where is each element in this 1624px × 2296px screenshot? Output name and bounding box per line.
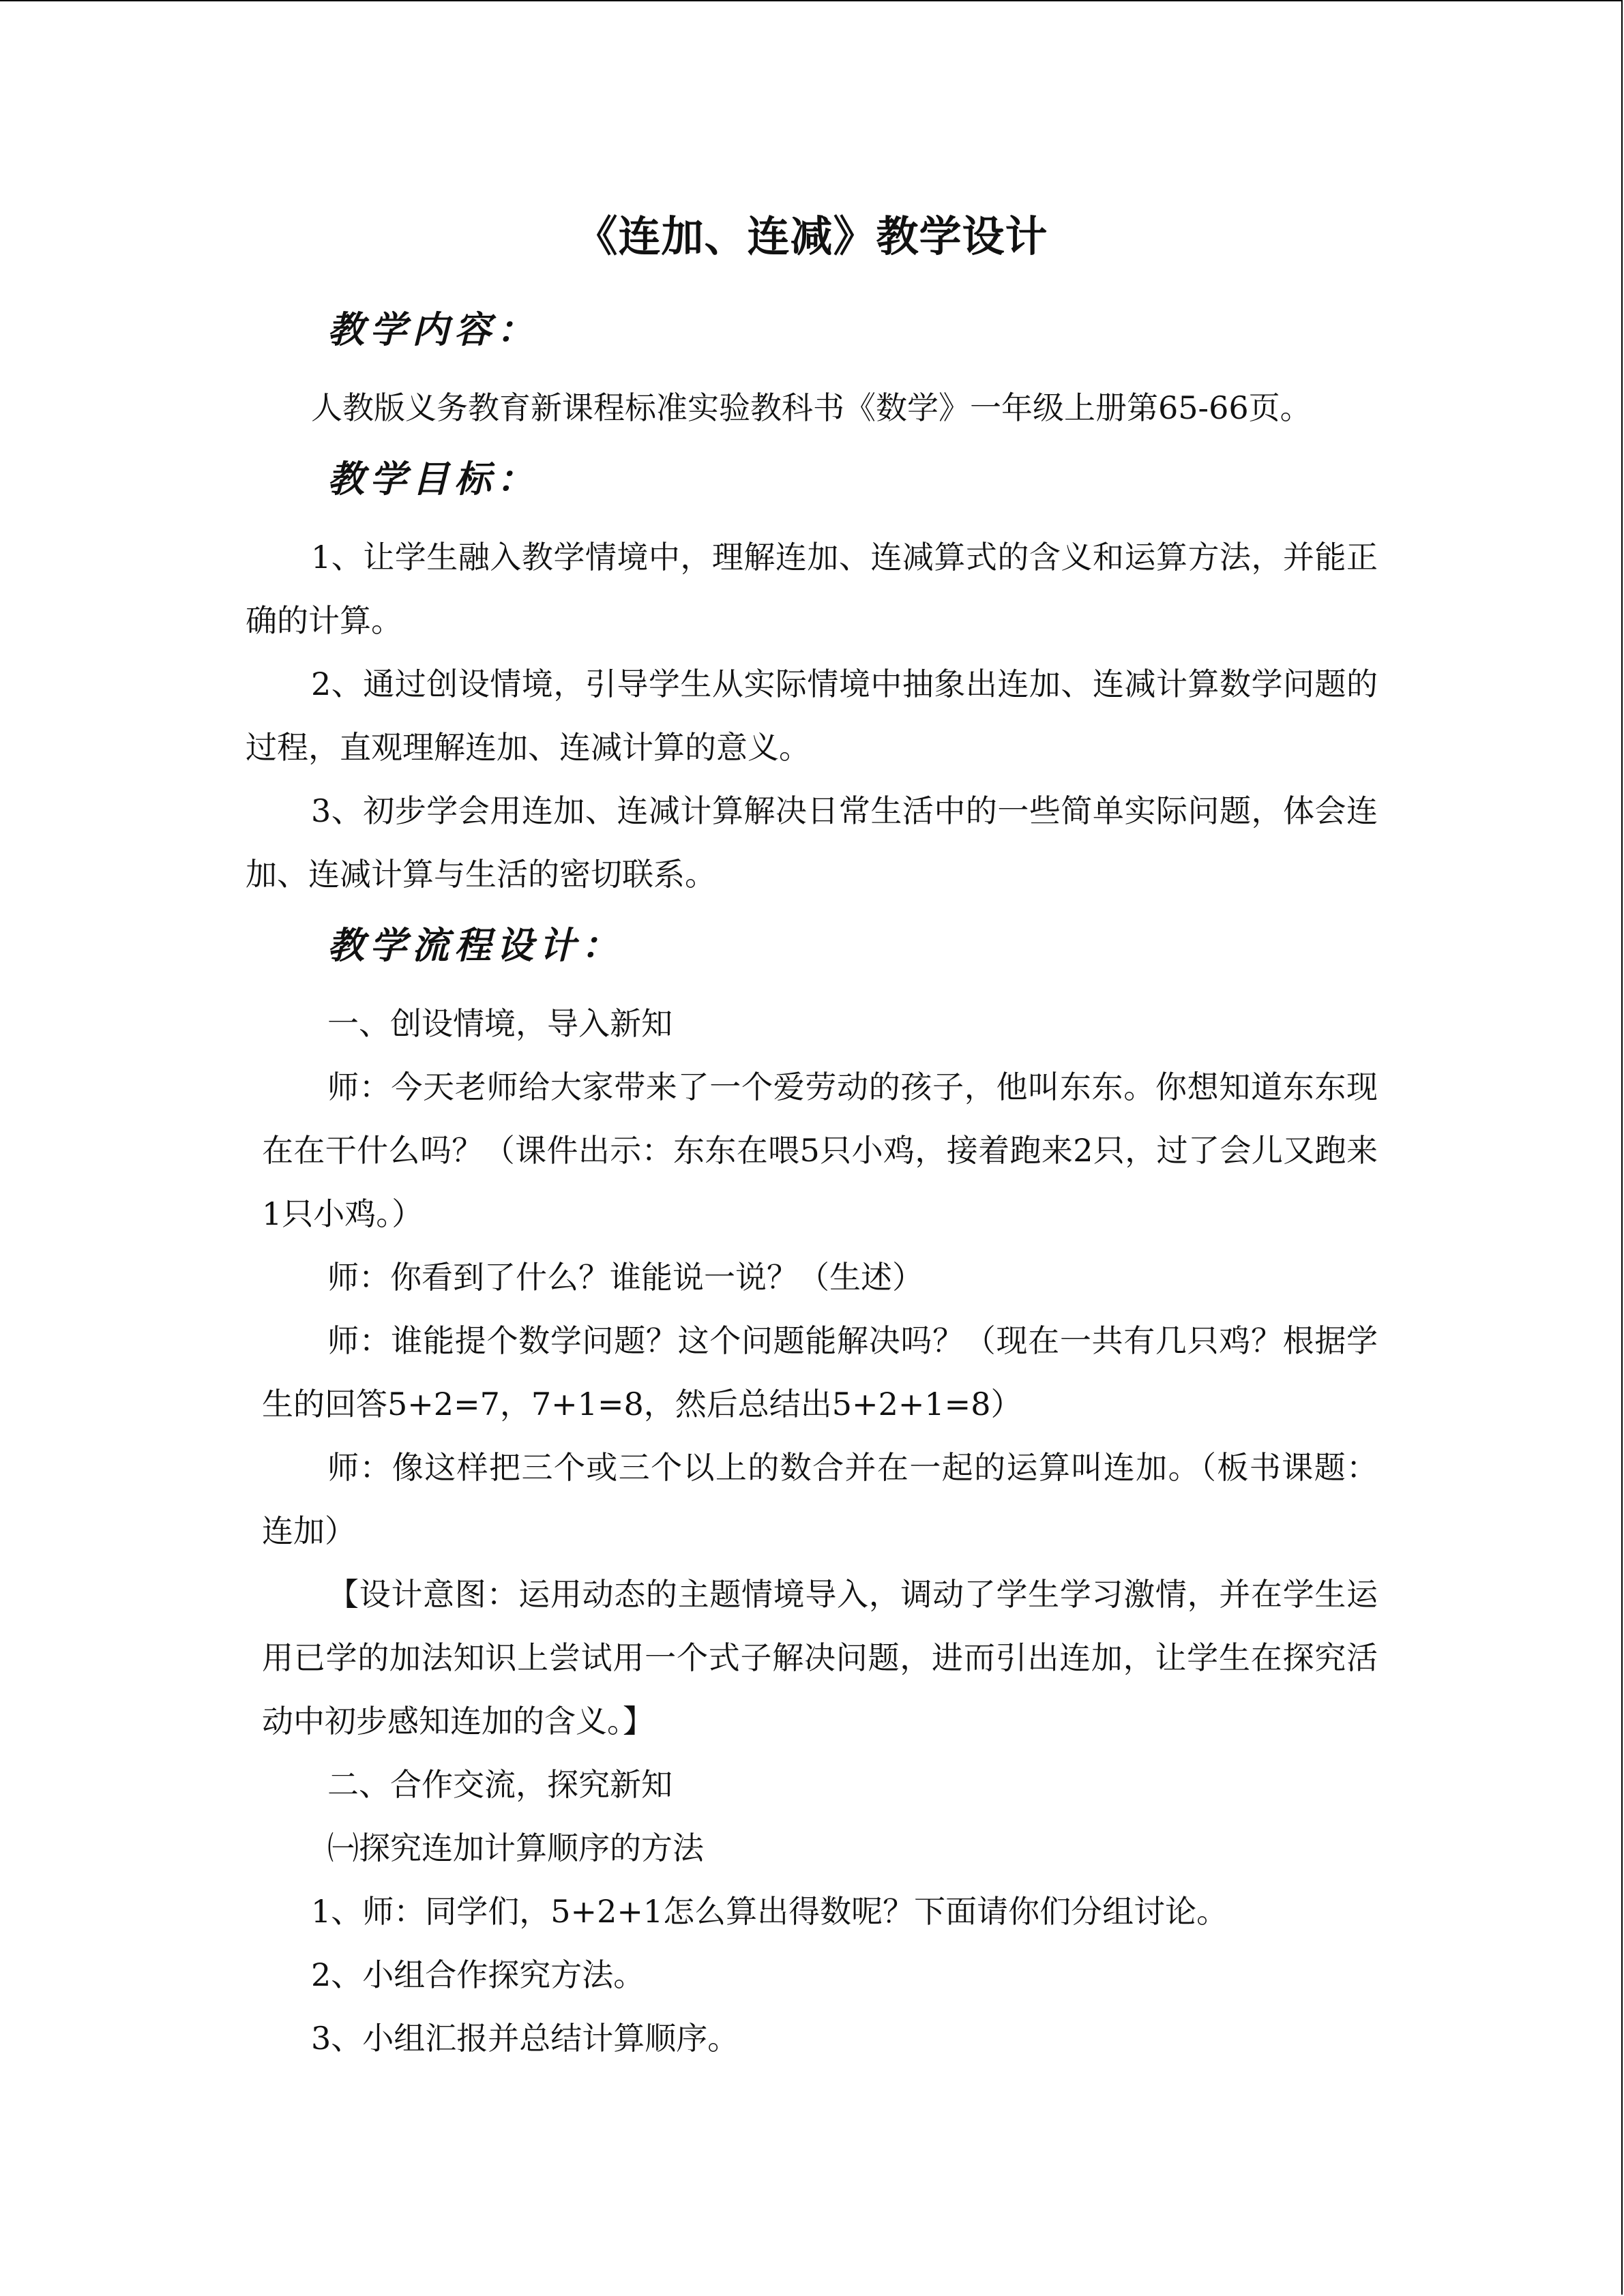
goal-item-1: 1、让学生融入教学情境中，理解连加、连减算式的含义和运算方法，并能正确的计算。 (246, 539, 1378, 639)
part1-para-3: 师：谁能提个数学问题？这个问题能解决吗？（现在一共有几只鸡？根据学生的回答5+2=7，7+1=8，然后总结出5+2+1=8） (262, 1322, 1378, 1422)
goals-heading: 教学目标： (327, 458, 539, 501)
document-title: 《连加、连减》教学设计 (575, 211, 1048, 261)
part2-title: 二、合作交流，探究新知 (327, 1766, 673, 1803)
part1-para-4: 师：像这样把三个或三个以上的数合并在一起的运算叫连加。（板书课题：连加） (262, 1449, 1378, 1549)
goal-item-2: 2、通过创设情境，引导学生从实际情境中抽象出连加、连减计算数学问题的过程，直观理解连加、连减计算的意义。 (246, 666, 1378, 766)
part2-step-3: 3、小组汇报并总结计算顺序。 (311, 2020, 739, 2057)
process-heading: 教学流程设计： (327, 924, 623, 967)
content-text: 人教版义务教育新课程标准实验教科书《数学》一年级上册第65-66页。 (311, 389, 1312, 426)
part2-subtitle: ㈠探究连加计算顺序的方法 (327, 1830, 704, 1866)
document-body (246, 206, 1378, 2070)
content-heading: 教学内容： (327, 308, 539, 351)
design-intent: 【设计意图：运用动态的主题情境导入，调动了学生学习激情，并在学生运用已学的加法知识上尝试用一个式子解决问题，进而引出连加，让学生在探究活动中初步感知连加的含义。】 (262, 1576, 1378, 1740)
part1-para-2: 师：你看到了什么？谁能说一说？（生述） (327, 1259, 924, 1296)
goal-item-3: 3、初步学会用连加、连减计算解决日常生活中的一些简单实际问题，体会连加、连减计算与生活的密切联系。 (246, 792, 1378, 893)
part1-para-1: 师：今天老师给大家带来了一个爱劳动的孩子，他叫东东。你想知道东东现在在干什么吗？（课件出示：东东在喂5只小鸡，接着跑来2只，过了会儿又跑来1只小鸡。） (262, 1069, 1378, 1232)
part1-title: 一、创设情境，导入新知 (327, 1005, 673, 1042)
part2-step-2: 2、小组合作探究方法。 (311, 1956, 645, 1993)
part2-step-1: 1、师：同学们，5+2+1怎么算出得数呢？下面请你们分组讨论。 (311, 1893, 1228, 1930)
